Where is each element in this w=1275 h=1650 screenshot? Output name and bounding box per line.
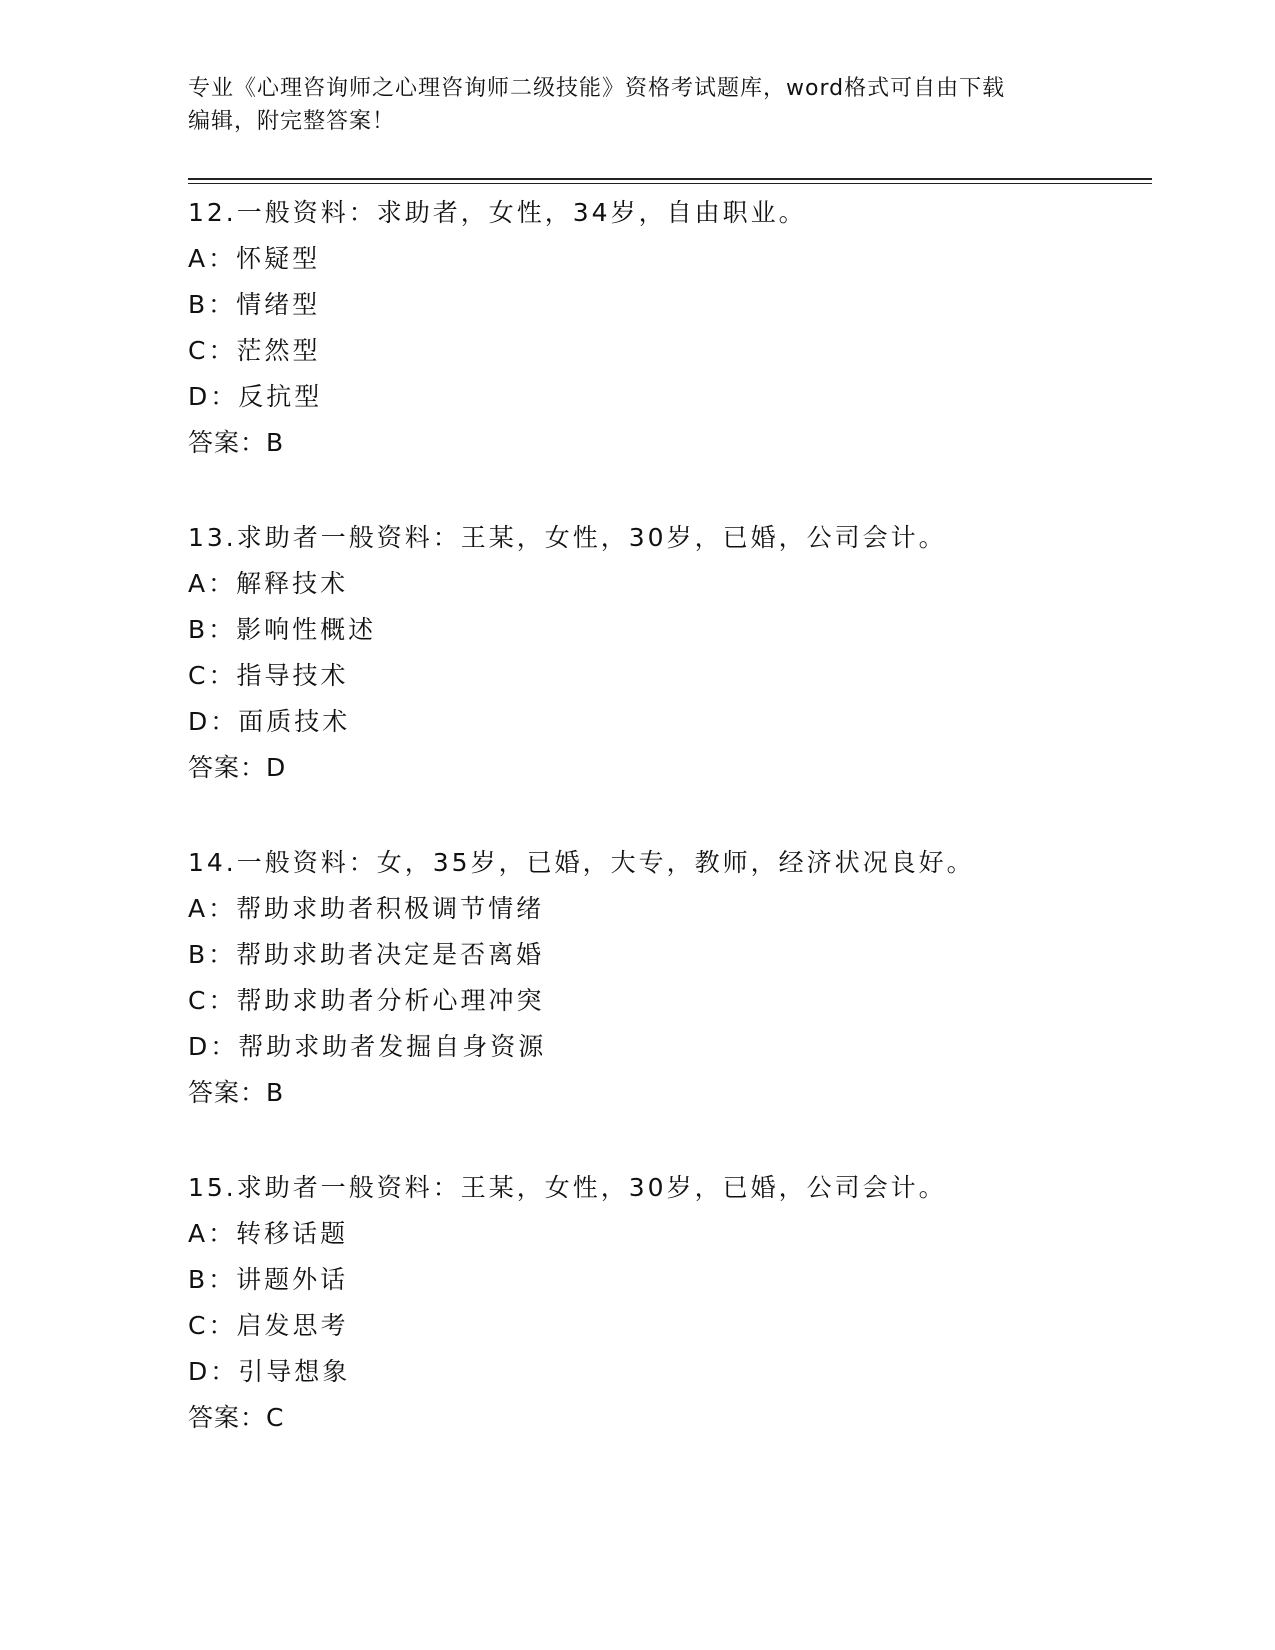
question-14	[188, 840, 1148, 1116]
option-d: D：引导想象	[188, 1357, 351, 1386]
option-a: A：怀疑型	[188, 244, 321, 273]
header-line-1: 专业《心理咨询师之心理咨询师二级技能》资格考试题库，word格式可自由下载	[188, 76, 1006, 101]
answer-label: 答案：	[188, 1403, 267, 1432]
option-a: A：解释技术	[188, 569, 349, 598]
answer-value: D	[266, 753, 287, 782]
option-a: A：帮助求助者积极调节情绪	[188, 894, 545, 923]
option-d: D：反抗型	[188, 382, 323, 411]
answer-value: B	[266, 428, 285, 457]
option-b: B：影响性概述	[188, 615, 377, 644]
header-divider-thin	[188, 183, 1152, 184]
question-13	[188, 515, 1148, 791]
question-stem: 15.求助者一般资料：王某，女性，30岁，已婚，公司会计。	[188, 1173, 947, 1202]
question-stem: 13.求助者一般资料：王某，女性，30岁，已婚，公司会计。	[188, 523, 947, 552]
option-c: C：茫然型	[188, 336, 321, 365]
answer-label: 答案：	[188, 428, 267, 457]
header-divider-thick	[188, 178, 1152, 180]
option-c: C：启发思考	[188, 1311, 349, 1340]
option-d: D：帮助求助者发掘自身资源	[188, 1032, 547, 1061]
question-12	[188, 190, 1148, 466]
answer-label: 答案：	[188, 753, 267, 782]
option-b: B：讲题外话	[188, 1265, 349, 1294]
option-c: C：指导技术	[188, 661, 349, 690]
answer-line	[188, 1395, 1148, 1441]
option-c: C：帮助求助者分析心理冲突	[188, 986, 545, 1015]
answer-line	[188, 745, 1148, 791]
question-stem: 14.一般资料：女，35岁，已婚，大专，教师，经济状况良好。	[188, 848, 975, 877]
answer-label: 答案：	[188, 1078, 267, 1107]
answer-line	[188, 420, 1148, 466]
answer-value: C	[266, 1403, 285, 1432]
option-d: D：面质技术	[188, 707, 351, 736]
option-a: A：转移话题	[188, 1219, 349, 1248]
question-stem: 12.一般资料：求助者，女性，34岁，自由职业。	[188, 198, 807, 227]
answer-line	[188, 1070, 1148, 1116]
option-b: B：帮助求助者决定是否离婚	[188, 940, 545, 969]
question-15	[188, 1165, 1148, 1441]
document-header	[188, 72, 1088, 138]
answer-value: B	[266, 1078, 285, 1107]
question-list	[188, 190, 1148, 1490]
header-line-2: 编辑，附完整答案！	[188, 109, 396, 134]
option-b: B：情绪型	[188, 290, 321, 319]
